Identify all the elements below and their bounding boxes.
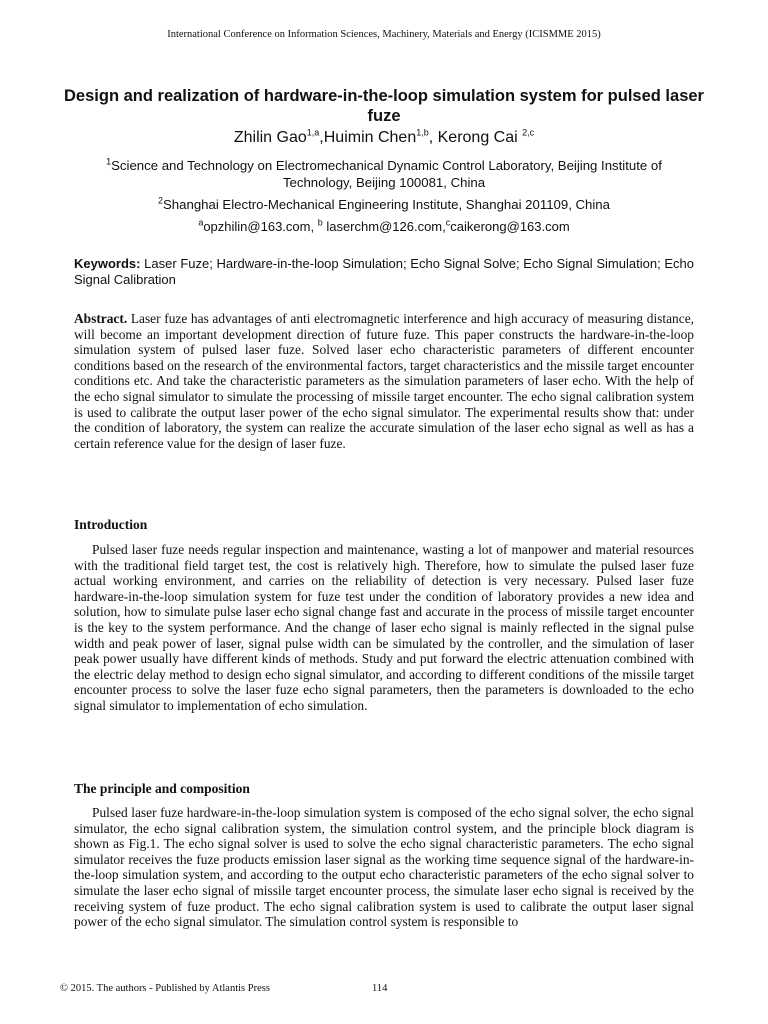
conference-header: International Conference on Information Sciences, Machinery, Materials and Energy (ICISMME 2015) xyxy=(167,29,601,40)
author-separator: , xyxy=(428,129,438,146)
email-superscript: a xyxy=(198,217,204,228)
author-separator: , xyxy=(319,129,324,146)
paper-title: Design and realization of hardware-in-the-loop simulation system for pulsed laser fuze xyxy=(64,87,704,125)
section-paragraph-introduction: Pulsed laser fuze needs regular inspection and maintenance, wasting a lot of manpower and material resources with the traditional field target test, the cost is relatively high. Therefore, how to simulate the pulsed laser fuze actual working environment, and carries on the reliability of detection is very necessary. Pulsed laser fuze hardware-in-the-loop simulation system for fuze test under the condition of laboratory provides a new idea and solution, how to simulate pulse laser echo signal change fast and accurate in the process of missile target encounter is the key to the system performance. And the change of laser echo signal is mainly reflected in the signal pulse width and peak power of laser, signal pulse width can be simulated by the controller, and the simulation of laser peak power usually have different kinds of methods. Study and put forward the electric attenuation combined with the electric delay method to design echo signal simulator, and according to different conditions of the missile target encounter process to solve the laser fuze echo signal parameters, then the parameters is downloaded to the echo signal simulator to implementation of echo simulation. xyxy=(74,542,694,713)
copyright-notice: © 2015. The authors - Published by Atlantis Press xyxy=(60,983,270,994)
email-address: opzhilin@163.com, xyxy=(203,219,318,234)
email-address: caikerong@163.com xyxy=(450,219,570,234)
keywords xyxy=(74,256,694,288)
abstract-label: Abstract. xyxy=(74,311,128,326)
author-list xyxy=(0,129,768,147)
section-paragraph-principle: Pulsed laser fuze hardware-in-the-loop simulation system is composed of the echo signal solver, the echo signal simulator, the echo signal calibration system, the simulation control system, and the principle block diagram is shown as Fig.1. The echo signal solver is used to solve the echo signal characteristic parameters. The echo signal simulator receives the fuze products emission laser signal as the working time sequence signal of the hardware-in-the-loop simulation system, and according to the output echo characteristic parameters of the echo signal solver to simulate the laser echo signal of missile target encounter process, the simulate laser echo signal is received by the receiving system of fuze product. The echo signal calibration system is used to calibrate the output laser signal power of the echo signal simulator. The simulation control system is responsible to xyxy=(74,805,694,930)
affiliation-2 xyxy=(70,196,698,213)
affiliation-superscript: 1 xyxy=(106,156,112,167)
author-superscript: 2,c xyxy=(522,127,535,138)
email-list xyxy=(0,219,768,234)
email-superscript: c xyxy=(445,217,451,228)
keywords-text: Laser Fuze; Hardware-in-the-loop Simulation; Echo Signal Solve; Echo Signal Simulation; Echo Signal Calibration xyxy=(74,256,694,287)
author-superscript: 1,b xyxy=(416,127,429,138)
abstract-text: Laser fuze has advantages of anti electromagnetic interference and high accuracy of measuring distance, will become an important development direction of future fuze. This paper constructs the hardware-in-the-loop simulation system of pulsed laser fuze. Solved laser echo characteristic parameters of different encounter conditions based on the research of the environmental factors, target characteristics and the missile target encounter conditions etc. And take the characteristic parameters as the simulation parameters of laser echo. With the help of the echo signal simulator to simulate the processing of missile target encounter. The echo signal calibration system is used to calibrate the output laser power of the echo signal simulator. The experimental results show that: under the condition of laboratory, the system can realize the accurate simulation of the laser echo signal as well as has a certain reference value for the design of laser fuze. xyxy=(74,311,694,451)
author-name: Zhilin Gao xyxy=(233,129,307,146)
email-superscript: b xyxy=(317,217,323,228)
author-name: Huimin Chen xyxy=(323,129,417,146)
abstract xyxy=(74,311,694,451)
section-heading-introduction: Introduction xyxy=(74,517,148,532)
author-superscript: 1,a xyxy=(306,127,320,138)
author-name: Kerong Cai xyxy=(437,129,523,146)
section-heading-principle: The principle and composition xyxy=(74,781,250,796)
affiliation-text: Shanghai Electro-Mechanical Engineering Institute, Shanghai 201109, China xyxy=(163,197,610,212)
affiliation-1 xyxy=(70,157,698,191)
affiliation-text: Science and Technology on Electromechanical Dynamic Control Laboratory, Beijing Institute of Technology, Beijing 100081, China xyxy=(111,158,662,190)
keywords-label: Keywords: xyxy=(74,256,141,271)
affiliation-superscript: 2 xyxy=(158,195,164,206)
email-address: laserchm@126.com, xyxy=(322,219,446,234)
page-number: 114 xyxy=(372,983,388,994)
